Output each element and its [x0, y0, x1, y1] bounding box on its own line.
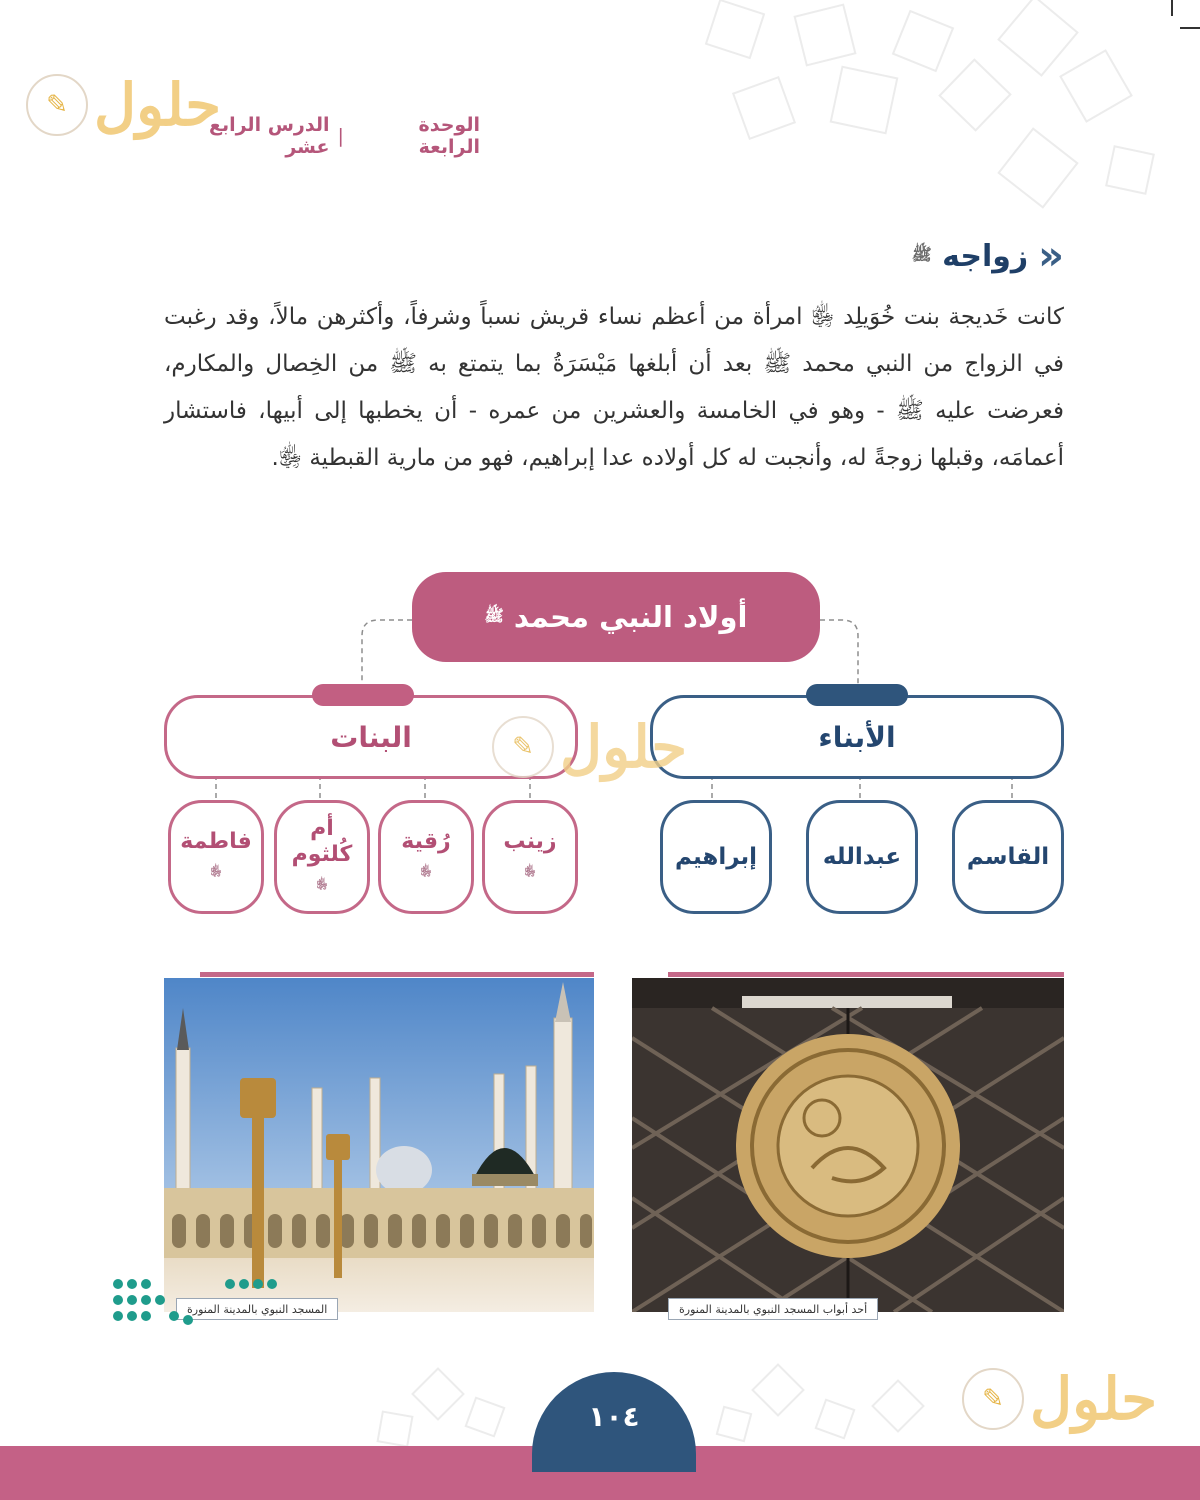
- daughter-name: زينب: [503, 829, 557, 854]
- honorific-mark: ﵂: [316, 878, 328, 891]
- photo-right-caption: أحد أبواب المسجد النبوي بالمدينة المنورة: [668, 1298, 878, 1320]
- honorific-mark: ﵂: [420, 865, 432, 878]
- honorific-mark: ﵂: [210, 865, 222, 878]
- daughter-node-3: [274, 800, 370, 914]
- son-name: القاسم: [966, 844, 1050, 870]
- watermark-logo-bottom: [962, 1365, 1158, 1433]
- son-node-2: [806, 800, 918, 914]
- honorific-mark: ﷺ: [911, 245, 932, 264]
- group-daughters-tab: [312, 684, 414, 706]
- mosque-door-photo: [632, 978, 1064, 1312]
- daughter-name: رُقية: [401, 829, 451, 854]
- daughter-name: فاطمة: [180, 829, 252, 854]
- lesson-label: الدرس الرابع عشر: [208, 114, 330, 158]
- double-chevron-icon: «: [1038, 233, 1064, 279]
- watermark-word: حلول: [560, 713, 688, 781]
- group-daughters-box: البنات: [164, 695, 578, 779]
- honorific-mark: ﷺ: [484, 605, 504, 625]
- son-node-3: [660, 800, 772, 914]
- page-number: ١٠٤: [588, 1400, 640, 1433]
- body-paragraph: كانت خَديجة بنت خُوَيلِد ﵂ امرأة من أعظم نساء قريش نسباً وشرفاً، وأكثرهن مالاً، وقد رغبت في الزواج من النبي محمد ﷺ بعد أن أبلغها مَيْسَرَةُ بما يتمتع به ﷺ من الخِصال والمكارم، فعرضت عليه ﷺ - وهو في الخامسة والعشرين من عمره - أن يخطبها إلى أبيها، فاستشار أعمامَه، وقبلها زوجةً له، وأنجبت له كل أولاده عدا إبراهيم، فهو من مارية القبطية ﵂.: [164, 304, 1064, 471]
- daughter-name: أم كُلثوم: [291, 816, 353, 867]
- tree-root-node: [412, 572, 820, 662]
- daughter-node-2: [378, 800, 474, 914]
- son-name: إبراهيم: [674, 844, 758, 870]
- mosque-photo: [164, 978, 594, 1312]
- honorific-mark: ﵂: [524, 865, 536, 878]
- book-icon: ✎: [962, 1368, 1024, 1430]
- watermark-word: حلول: [1030, 1365, 1158, 1433]
- daughter-node-1: [482, 800, 578, 914]
- photo-left-accent: [200, 972, 594, 977]
- group-sons-tab: [806, 684, 908, 706]
- daughter-node-4: [168, 800, 264, 914]
- watermark-logo-middle: [492, 713, 688, 781]
- group-sons-box: الأبناء: [650, 695, 1064, 779]
- book-icon: ✎: [26, 74, 88, 136]
- section-title-label: زواجه: [942, 238, 1029, 274]
- unit-label: الوحدة الرابعة: [418, 114, 480, 158]
- dots-logo: [110, 1276, 300, 1340]
- photo-right-accent: [668, 972, 1064, 977]
- breadcrumb-separator: |: [337, 125, 344, 147]
- book-icon: ✎: [492, 716, 554, 778]
- watermark-word: حلول: [94, 71, 222, 139]
- son-node-1: [952, 800, 1064, 914]
- photo-left-caption: المسجد النبوي بالمدينة المنورة: [176, 1298, 338, 1320]
- tree-root-label: أولاد النبي محمد: [513, 600, 748, 634]
- son-name: عبدالله: [822, 844, 902, 870]
